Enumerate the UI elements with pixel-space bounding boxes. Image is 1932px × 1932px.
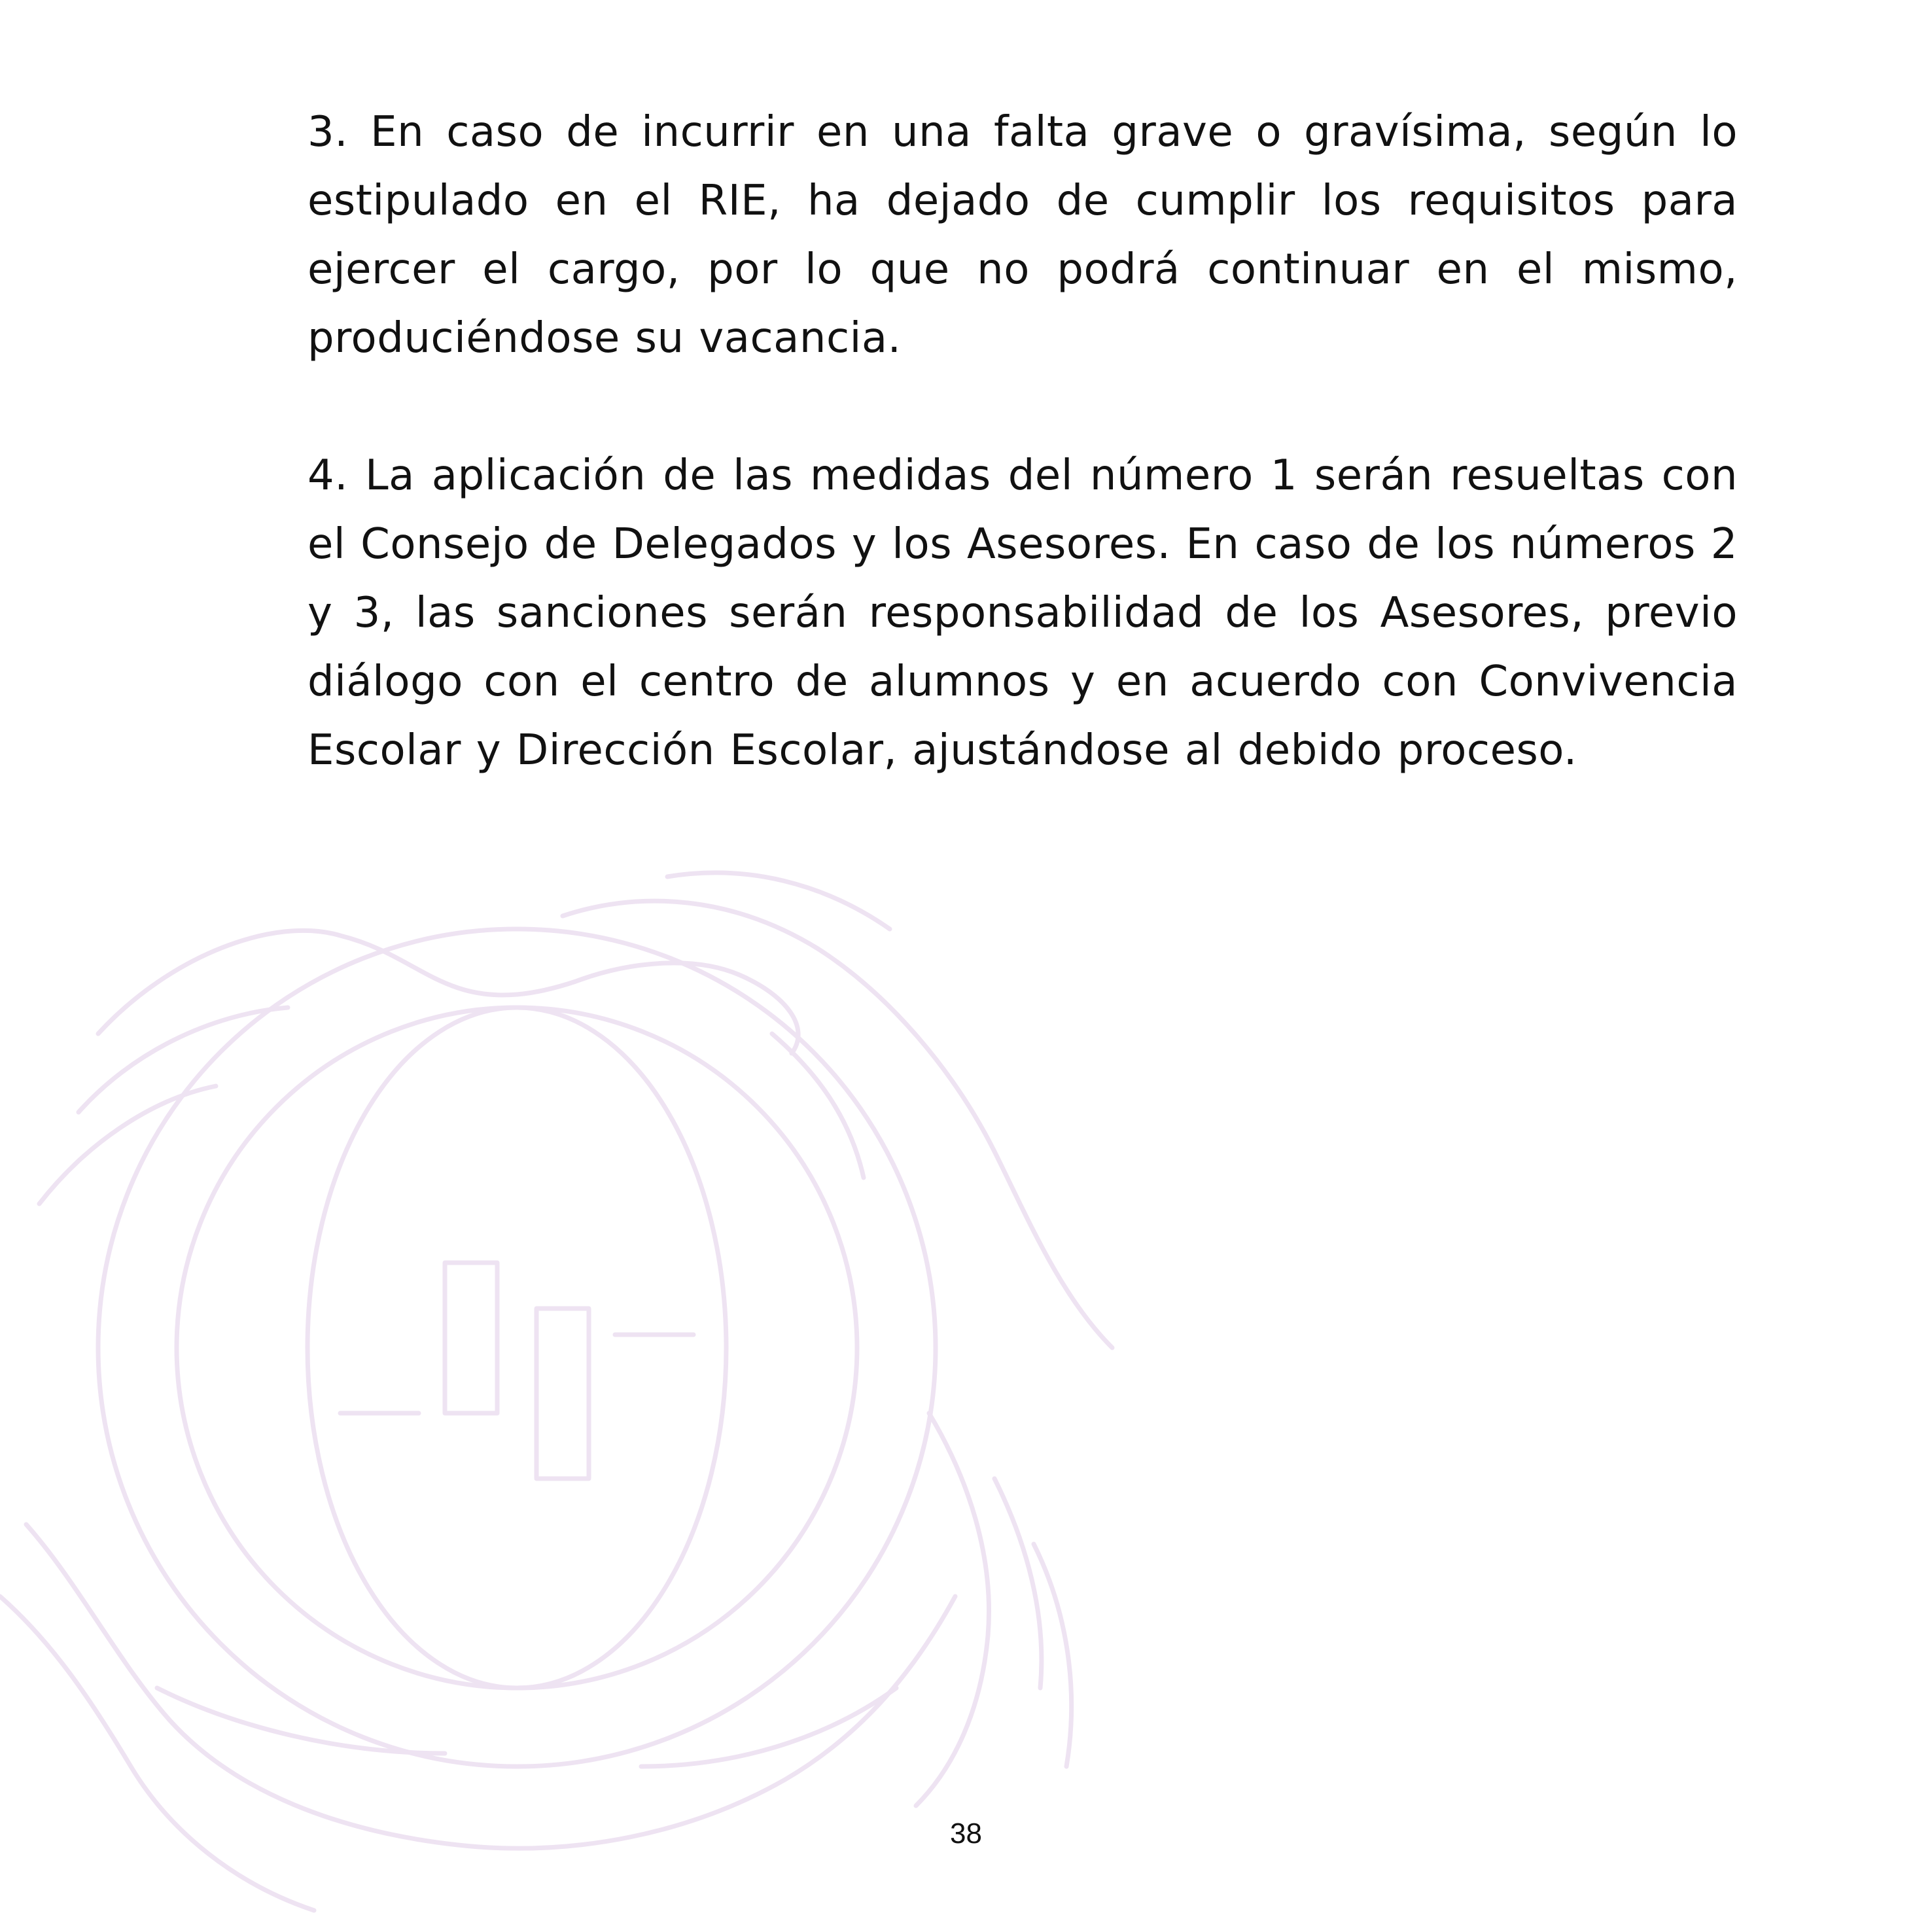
page-number: 38: [950, 1818, 982, 1850]
paragraph-3: 3. En caso de incurrir en una falta grave o gravísima, según lo estipulado en el RIE, ha dejado de cumplir los requisitos para ejercer el cargo, por lo que no podrá continuar en el mismo, produciéndose su vacancia.: [307, 108, 1738, 362]
hands-globe-watermark-icon: [0, 837, 1151, 1932]
document-body: [307, 98, 1738, 785]
paragraph-4: 4. La aplicación de las medidas del número 1 serán resueltas con el Consejo de Delegados y los Asesores. En caso de los números 2 y 3, las sanciones serán responsabilidad de los Asesores, previo diálogo con el centro de alumnos y en acuerdo con Convivencia Escolar y Dirección Escolar, ajustándose al debido proceso.: [307, 451, 1738, 775]
